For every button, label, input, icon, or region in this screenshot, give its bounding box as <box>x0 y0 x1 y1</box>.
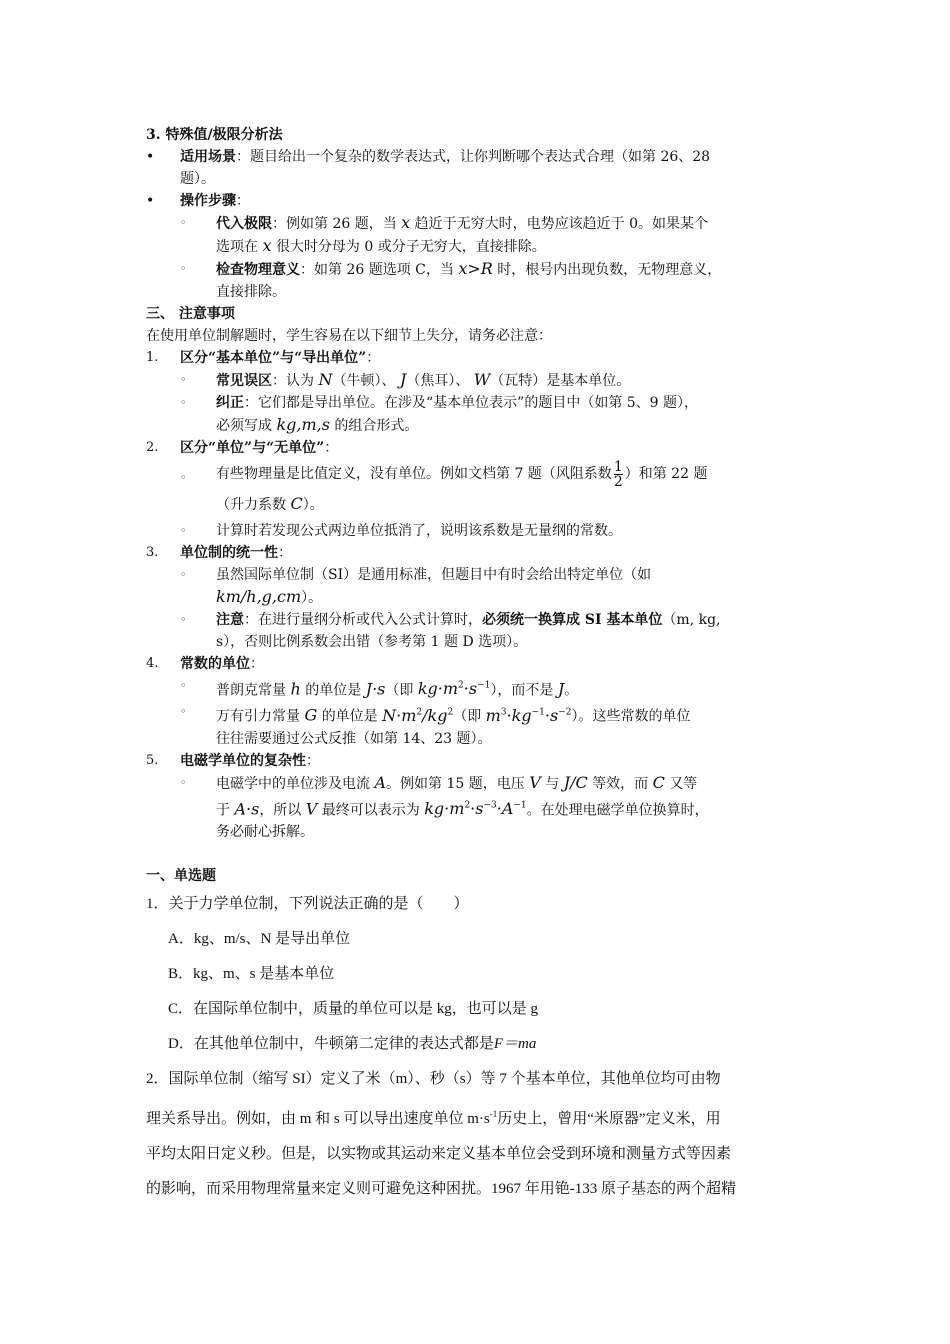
question-2-line: 平均太阳日定义秒。但是，以实物或其运动来定义基本单位会受到环境和测量方式等因素 <box>146 1145 732 1162</box>
list-item: ◦ 虽然国际单位制（SI）是通用标准，但题目中有时会给出特定单位（如 km/h,g,cm）。 <box>146 564 806 609</box>
circle-bullet-icon: ◦ <box>180 262 187 275</box>
circle-bullet-icon: ◦ <box>180 679 187 692</box>
circle-bullet-icon: ◦ <box>180 216 187 229</box>
circle-bullet-icon: ◦ <box>180 775 187 789</box>
document-page <box>146 124 806 1207</box>
circle-bullet-icon: ◦ <box>180 471 187 484</box>
bullet-icon: • <box>146 193 155 209</box>
list-item: • 适用场景：题目给出一个复杂的数学表达式，让你判断哪个表达式合理（如第 26、28 题）。 <box>146 146 806 190</box>
circle-bullet-icon: ◦ <box>180 705 187 719</box>
list-item: ◦ 有些物理量是比值定义，没有单位。例如文档第 7 题（风阻系数 $\frac{1}{2}$ ）和第 22 题 （升力系数 C）。 <box>180 458 708 513</box>
fraction: $\frac{1}{2}$ <box>613 458 623 490</box>
option-c: C．在国际单位制中，质量的单位可以是 kg，也可以是 g <box>168 1000 539 1017</box>
numbered-item: 2. 区分“单位”与“无单位”： <box>146 440 339 456</box>
list-item: ◦ 电磁学中的单位涉及电流 A。例如第 15 题，电压 V 与 J/C 等效，而 C 又等 于 A·s，所以 V 最终可以表示为 $kg\cdot m^2\cdot s^{-3}\cdot A^{-1}$。在处理电磁学单位换算时， 务必耐心拆解。 <box>180 772 709 840</box>
bullet-icon: • <box>146 149 155 165</box>
numbered-item: 4. 常数的单位： <box>146 656 264 672</box>
circle-bullet-icon: ◦ <box>180 396 187 409</box>
circle-bullet-icon: ◦ <box>180 373 187 386</box>
numbered-item: 5. 电磁学单位的复杂性： <box>146 752 320 769</box>
list-item: ◦ 常见误区：认为 N（牛顿）、 J（焦耳）、 W（瓦特）是基本单位。 <box>180 370 631 389</box>
question-2-line: 理关系导出。例如，由 m 和 s 可以导出速度单位 $m\cdot s^{-1}$历史上，曾用“米原器”定义米，用 <box>146 1108 721 1127</box>
list-item: ◦ 计算时若发现公式两边单位抵消了，说明该系数是无量纲的常数。 <box>146 520 806 542</box>
section-3-title: 3. 特殊值/极限分析法 <box>146 127 283 143</box>
notes-title: 三、 注意事项 <box>146 306 235 322</box>
list-item: ◦ 普朗克常量 h 的单位是 J·s（即 $kg\cdot m^2\cdot s^{-1}$），而不是 J。 <box>146 675 806 701</box>
circle-bullet-icon: ◦ <box>180 568 187 581</box>
question-2-line: 的影响，而采用物理常量来定义则可避免这种困扰。1967 年用铯-133 原子基态的两个超精 <box>146 1180 736 1197</box>
notes-intro: 在使用单位制解题时，学生容易在以下细节上失分，请务必注意： <box>146 328 552 344</box>
numbered-item: 3. 单位制的统一性： <box>146 545 292 561</box>
circle-bullet-icon: ◦ <box>180 613 187 626</box>
circle-bullet-icon: ◦ <box>180 524 187 537</box>
option-b: B．kg、m、s 是基本单位 <box>168 965 335 982</box>
question-section-title: 一、单选题 <box>146 867 216 884</box>
list-item: ◦ 万有引力常量 G 的单位是 $N\cdot m^2/kg^2$（即 $m^3\cdot kg^{-1}\cdot s^{-2}$）。这些常数的单位 往往需要通过公式反推（如第 14、23 题）。 <box>146 701 806 749</box>
list-item: ◦ 检查物理意义：如第 26 题选项 C，当 x>R 时，根号内出现负数，无物理意义， 直接排除。 <box>180 259 722 300</box>
list-item: ◦ 代入极限：例如第 26 题，当 x 趋近于无穷大时，电势应该趋近于 0。如果某个 选项在 x 很大时分母为 0 或分子无穷大，直接排除。 <box>180 213 709 255</box>
option-d: D．在其他单位制中，牛顿第二定律的表达式都是F＝ma <box>168 1035 537 1052</box>
numbered-item: 1. 区分“基本单位”与“导出单位”： <box>146 350 381 366</box>
list-item: ◦ 注意：在进行量纲分析或代入公式计算时，必须统一换算成 SI 基本单位（m, kg, s），否则比例系数会出错（参考第 1 题 D 选项）。 <box>146 609 806 653</box>
question-2-line: 2．国际单位制（缩写 SI）定义了米（m）、秒（s）等 7 个基本单位，其他单位均可由物 <box>146 1070 721 1087</box>
list-item: • 操作步骤： <box>146 190 806 212</box>
list-item: ◦ 纠正：它们都是导出单位。在涉及“基本单位表示”的题目中（如第 5、9 题）， 必须写成 kg,m,s 的组合形式。 <box>146 392 806 437</box>
option-a: A．kg、m/s、N 是导出单位 <box>168 930 351 947</box>
question-1-stem: 1．关于力学单位制，下列说法正确的是（ ） <box>146 895 469 912</box>
